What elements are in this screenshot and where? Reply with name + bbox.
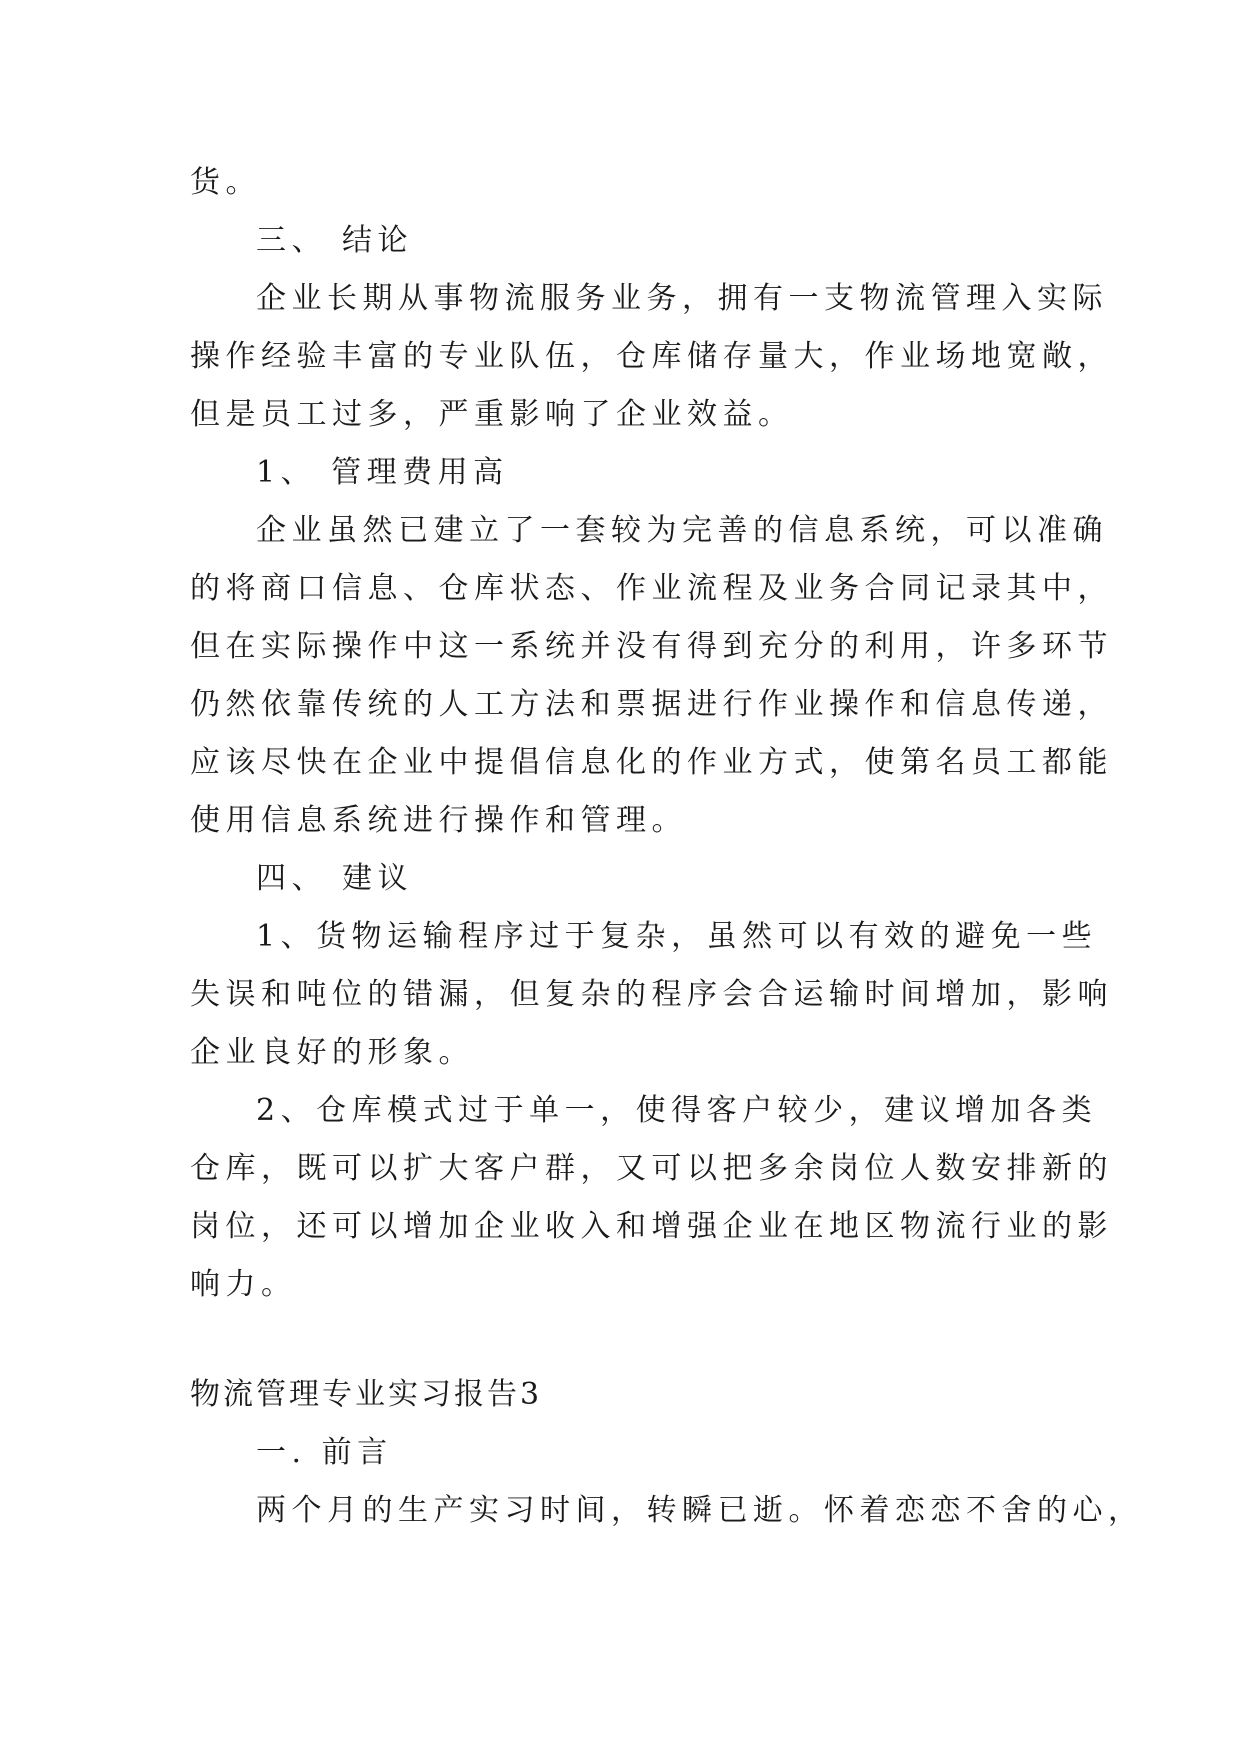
paragraph-line: 但在实际操作中这一系统并没有得到充分的利用，许多环节 <box>190 629 1113 664</box>
section-heading-conclusion: 三、 结论 <box>256 223 414 258</box>
paragraph-line: 岗位，还可以增加企业收入和增强企业在地区物流行业的影 <box>190 1209 1113 1244</box>
paragraph-line: 应该尽快在企业中提倡信息化的作业方式，使第名员工都能 <box>190 745 1113 780</box>
paragraph-line: 仍然依靠传统的人工方法和票据进行作业操作和信息传递， <box>190 687 1113 722</box>
section-heading-preface: 一. 前言 <box>256 1435 393 1470</box>
paragraph-line: 2、仓库模式过于单一，使得客户较少，建议增加各类 <box>256 1093 1098 1128</box>
paragraph-line: 失误和吨位的错漏，但复杂的程序会合运输时间增加，影响 <box>190 977 1113 1012</box>
paragraph-line: 企业长期从事物流服务业务，拥有一支物流管理入实际 <box>256 281 1108 316</box>
paragraph-line: 企业良好的形象。 <box>190 1035 474 1070</box>
paragraph-line: 使用信息系统进行操作和管理。 <box>190 803 687 838</box>
paragraph-line: 但是员工过多，严重影响了企业效益。 <box>190 397 794 432</box>
report-title: 物流管理专业实习报告3 <box>190 1377 543 1412</box>
paragraph-line: 的将商口信息、仓库状态、作业流程及业务合同记录其中， <box>190 571 1113 606</box>
subsection-heading: 1、 管理费用高 <box>256 455 509 490</box>
paragraph-line: 两个月的生产实习时间，转瞬已逝。怀着恋恋不舍的心， <box>256 1493 1144 1528</box>
paragraph-line: 1、货物运输程序过于复杂，虽然可以有效的避免一些 <box>256 919 1098 954</box>
paragraph-line: 仓库，既可以扩大客户群，又可以把多余岗位人数安排新的 <box>190 1151 1113 1186</box>
paragraph-line: 企业虽然已建立了一套较为完善的信息系统，可以准确 <box>256 513 1108 548</box>
paragraph-line: 货。 <box>190 165 261 200</box>
paragraph-line: 响力。 <box>190 1267 297 1302</box>
paragraph-line: 操作经验丰富的专业队伍，仓库储存量大，作业场地宽敞， <box>190 339 1113 374</box>
section-heading-suggestions: 四、 建议 <box>256 861 414 896</box>
